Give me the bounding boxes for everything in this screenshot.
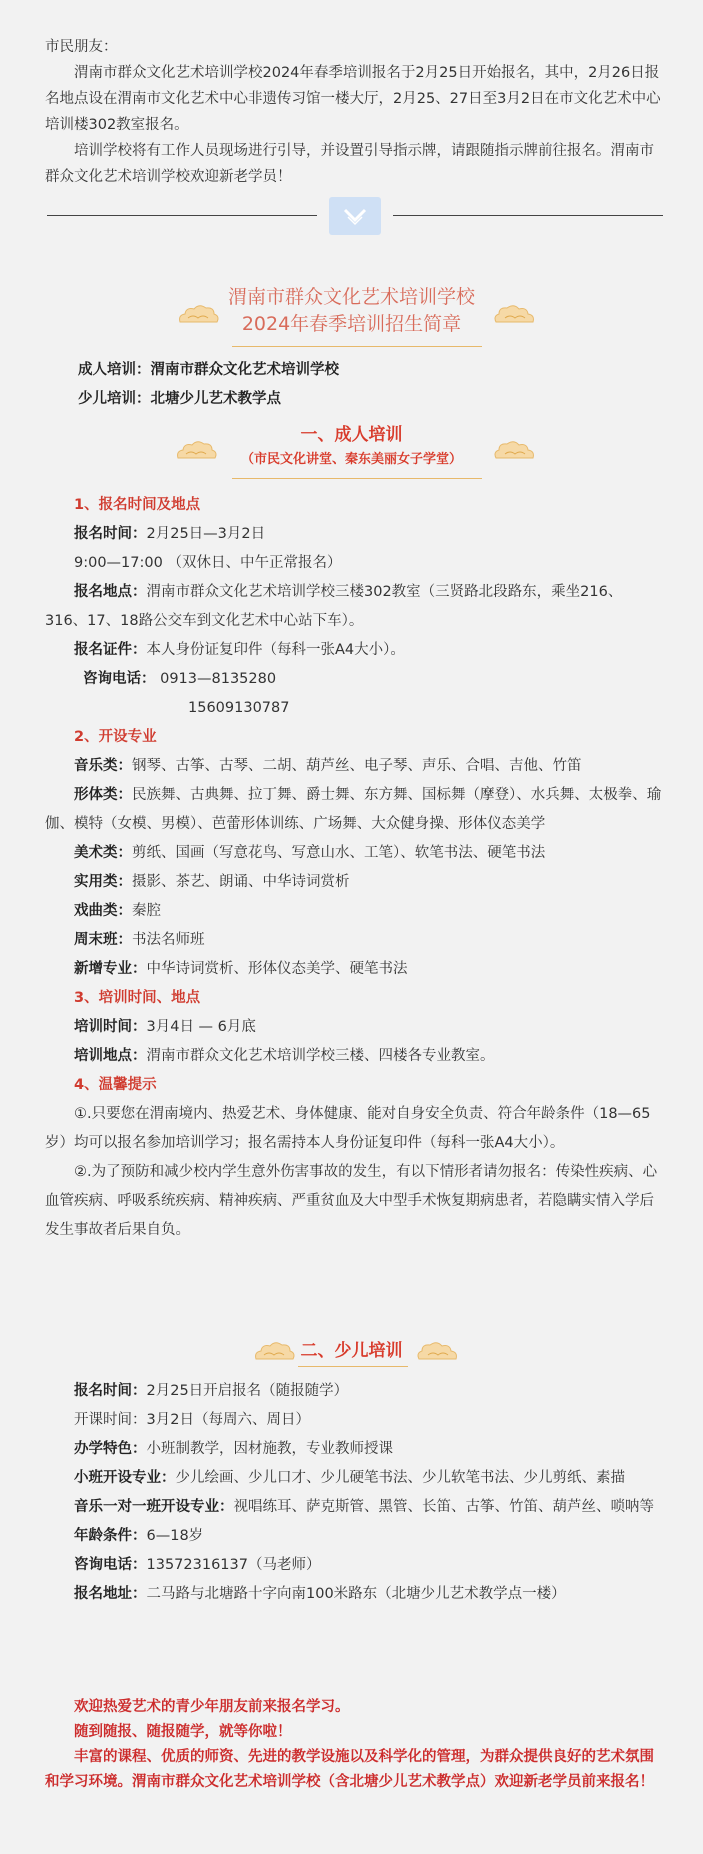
train-place-label: 培训地点： bbox=[74, 1048, 147, 1064]
kids-phone-value: 13572316137（马老师） bbox=[146, 1557, 321, 1573]
greeting: 市民朋友： bbox=[45, 39, 118, 55]
major-label: 周末班： bbox=[74, 932, 132, 948]
phone-2: 15609130787 bbox=[188, 700, 290, 716]
chevron-down-icon[interactable] bbox=[329, 197, 381, 235]
closing-line-1: 欢迎热爱艺术的青少年朋友前来报名学习。 bbox=[74, 1699, 350, 1715]
closing bbox=[45, 1695, 663, 1795]
signup-time-value: 2月25日—3月2日 bbox=[146, 526, 266, 542]
kids-addr-label: 报名地址： bbox=[74, 1586, 147, 1602]
kids-label: 少儿培训： bbox=[78, 391, 151, 407]
intro bbox=[45, 34, 663, 190]
kids-value: 北塘少儿艺术教学点 bbox=[150, 391, 281, 407]
major-label: 新增专业： bbox=[74, 961, 147, 977]
signup-time-label: 报名时间： bbox=[74, 526, 147, 542]
kids-start: 开课时间：3月2日（每周六、周日） bbox=[74, 1412, 310, 1428]
intro-paragraph-2: 培训学校将有工作人员现场进行引导，并设置引导指示牌，请跟随指示牌前往报名。渭南市群众文化艺术培训学校欢迎新老学员！ bbox=[45, 143, 654, 185]
major-label: 音乐类： bbox=[74, 758, 132, 774]
major-value: 秦腔 bbox=[132, 903, 161, 919]
kids-feature-label: 办学特色： bbox=[74, 1441, 147, 1457]
kids-section-title: 二、少儿培训 bbox=[300, 1341, 403, 1361]
kids-section-body bbox=[45, 1377, 663, 1609]
kids-age-label: 年龄条件： bbox=[74, 1528, 147, 1544]
kids-feature-value: 小班制教学，因材施教，专业教师授课 bbox=[146, 1441, 393, 1457]
banner-line-1: 渭南市群众文化艺术培训学校 bbox=[227, 286, 475, 308]
phone-label: 咨询电话： bbox=[83, 671, 156, 687]
adult-heading-1: 1、报名时间及地点 bbox=[74, 497, 201, 513]
closing-line-3: 丰富的课程、优质的师资、先进的教学设施以及科学化的管理，为群众提供良好的艺术氛围和学习环境。渭南市群众文化艺术培训学校（含北塘少儿艺术教学点）欢迎新老学员前来报名！ bbox=[45, 1749, 654, 1790]
signup-hours: 9:00—17:00 （双休日、中午正常报名） bbox=[74, 555, 342, 571]
train-place-value: 渭南市群众文化艺术培训学校三楼、四楼各专业教室。 bbox=[146, 1048, 495, 1064]
cert-label: 报名证件： bbox=[74, 642, 147, 658]
divider-right bbox=[393, 215, 663, 216]
adult-section-body bbox=[45, 491, 663, 1245]
kids-phone-label: 咨询电话： bbox=[74, 1557, 147, 1573]
adult-section-heading bbox=[0, 421, 703, 471]
kids-signup-label: 报名时间： bbox=[74, 1383, 147, 1399]
major-label: 实用类： bbox=[74, 874, 132, 890]
closing-line-2: 随到随报、随报随学，就等你啦！ bbox=[74, 1724, 292, 1740]
major-value: 钢琴、古筝、古琴、二胡、葫芦丝、电子琴、声乐、合唱、吉他、竹笛 bbox=[132, 758, 582, 774]
orgs bbox=[78, 356, 658, 414]
kids-section-heading bbox=[0, 1337, 703, 1365]
major-value: 剪纸、国画（写意花鸟、写意山水、工笔）、软笔书法、硬笔书法 bbox=[132, 845, 546, 861]
phone-1: 0913—8135280 bbox=[160, 671, 277, 687]
major-label: 美术类： bbox=[74, 845, 132, 861]
train-time-value: 3月4日 — 6月底 bbox=[146, 1019, 256, 1035]
banner-title bbox=[0, 284, 703, 338]
kids-heading-underline bbox=[298, 1366, 408, 1367]
signup-place-label: 报名地点： bbox=[74, 584, 147, 600]
adult-heading-3: 3、培训时间、地点 bbox=[74, 990, 201, 1006]
kids-class-label: 小班开设专业： bbox=[74, 1470, 176, 1486]
kids-signup-value: 2月25日开启报名（随报随学） bbox=[146, 1383, 349, 1399]
kids-music-label: 音乐一对一班开设专业： bbox=[74, 1499, 234, 1515]
adult-label: 成人培训： bbox=[78, 362, 151, 378]
major-value: 书法名师班 bbox=[132, 932, 205, 948]
tip-1: ①.只要您在渭南境内、热爱艺术、身体健康、能对自身安全负责、符合年龄条件（18—65岁）均可以报名参加培训学习；报名需持本人身份证复印件（每科一张A4大小）。 bbox=[45, 1106, 651, 1151]
adult-heading-4: 4、温馨提示 bbox=[74, 1077, 157, 1093]
intro-paragraph-1: 渭南市群众文化艺术培训学校2024年春季培训报名于2月25日开始报名，其中，2月26日报名地点设在渭南市文化艺术中心非遗传习馆一楼大厅，2月25、27日至3月2日在市文化艺术中心培训楼302教室报名。 bbox=[45, 65, 661, 133]
kids-age-value: 6—18岁 bbox=[146, 1528, 204, 1544]
adult-section-subtitle: （市民文化讲堂、秦东美丽女子学堂） bbox=[240, 452, 462, 467]
banner-line-2: 2024年春季培训招生简章 bbox=[241, 313, 462, 335]
signup-place-value: 渭南市群众文化艺术培训学校三楼302教室（三贤路北段路东，乘坐216、316、17、18路公交车到文化艺术中心站下车）。 bbox=[45, 584, 623, 629]
banner-underline bbox=[232, 346, 482, 347]
divider-left bbox=[47, 215, 317, 216]
train-time-label: 培训时间： bbox=[74, 1019, 147, 1035]
kids-music-value: 视唱练耳、萨克斯管、黑管、长笛、古筝、竹笛、葫芦丝、唢呐等 bbox=[233, 1499, 654, 1515]
major-value: 摄影、茶艺、朗诵、中华诗词赏析 bbox=[132, 874, 350, 890]
adult-heading-2: 2、开设专业 bbox=[74, 729, 157, 745]
major-value: 中华诗词赏析、形体仪态美学、硬笔书法 bbox=[146, 961, 408, 977]
adult-heading-underline bbox=[232, 478, 482, 479]
major-value: 民族舞、古典舞、拉丁舞、爵士舞、东方舞、国标舞（摩登）、水兵舞、太极拳、瑜伽、模特（女模、男模）、芭蕾形体训练、广场舞、大众健身操、形体仪态美学 bbox=[45, 787, 662, 832]
cert-value: 本人身份证复印件（每科一张A4大小）。 bbox=[146, 642, 405, 658]
kids-class-value: 少儿绘画、少儿口才、少儿硬笔书法、少儿软笔书法、少儿剪纸、素描 bbox=[175, 1470, 625, 1486]
major-label: 戏曲类： bbox=[74, 903, 132, 919]
major-label: 形体类： bbox=[74, 787, 132, 803]
kids-addr-value: 二马路与北塘路十字向南100米路东（北塘少儿艺术教学点一楼） bbox=[146, 1586, 566, 1602]
adult-value: 渭南市群众文化艺术培训学校 bbox=[150, 362, 339, 378]
adult-section-title: 一、成人培训 bbox=[300, 425, 403, 445]
tip-2: ②.为了预防和减少校内学生意外伤害事故的发生，有以下情形者请勿报名：传染性疾病、心血管疾病、呼吸系统疾病、精神疾病、严重贫血及大中型手术恢复期病患者，若隐瞒实情入学后发生事故者后果自负。 bbox=[45, 1164, 658, 1238]
